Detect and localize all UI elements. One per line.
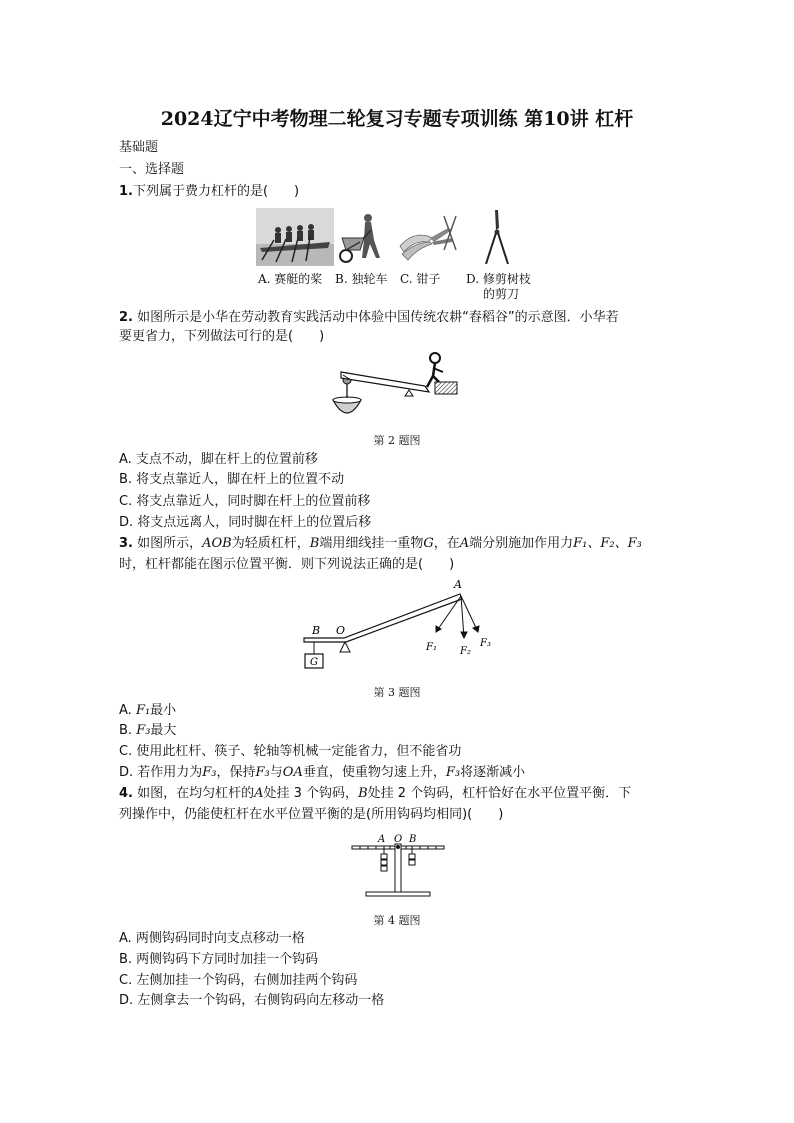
q2-option-a: A. 支点不动，脚在杆上的位置前移 bbox=[119, 452, 318, 467]
label-a: A bbox=[378, 834, 386, 845]
rowing-boat-image bbox=[256, 208, 334, 266]
page-title: 2024辽宁中考物理二轮复习专题专项训练 第10讲 杠杆 bbox=[160, 108, 634, 130]
label-g: G bbox=[310, 657, 318, 668]
q4-option-d: D. 左侧拿去一个钩码，右侧钩码向左移动一格 bbox=[119, 993, 385, 1008]
question-4-figure bbox=[348, 830, 448, 902]
label-f2: F₂ bbox=[460, 646, 471, 657]
question-2-caption: 第 2 题图 bbox=[373, 434, 421, 447]
pliers-image bbox=[398, 210, 464, 264]
q1-option-c: C. 钳子 bbox=[400, 272, 441, 286]
label-a: A bbox=[454, 578, 462, 591]
q3-option-d: D. 若作用力为F₃，保持F₃与OA垂直，使重物匀速上升，F₃将逐渐减小 bbox=[119, 765, 526, 780]
subsection-label: 一、选择题 bbox=[119, 162, 185, 177]
question-3-stem-line2: 时，杠杆都能在图示位置平衡．则下列说法正确的是( ) bbox=[119, 557, 455, 572]
question-3-figure bbox=[296, 576, 506, 676]
label-f3: F₃ bbox=[480, 638, 491, 649]
question-3-stem-line1: 3. 如图所示，AOB为轻质杠杆，B端用细线挂一重物G，在A端分别施加作用力F₁、F₂、F₃ bbox=[119, 536, 642, 551]
wheelbarrow-image bbox=[338, 210, 388, 266]
label-b: B bbox=[409, 834, 417, 845]
question-2-figure bbox=[325, 350, 465, 424]
label-b: B bbox=[312, 624, 321, 637]
question-number: 3. bbox=[119, 536, 133, 551]
q2-option-d: D. 将支点远离人，同时脚在杆上的位置后移 bbox=[119, 515, 372, 530]
q2-option-c: C. 将支点靠近人，同时脚在杆上的位置前移 bbox=[119, 494, 371, 509]
label-o: O bbox=[394, 834, 403, 845]
question-2-stem-line1: 2. 如图所示是小华在劳动教育实践活动中体验中国传统农耕“舂稻谷”的示意图．小华若 bbox=[119, 310, 619, 325]
q3-option-a: A. F₁最小 bbox=[119, 703, 177, 718]
question-4-stem-line2: 列操作中，仍能使杠杆在水平位置平衡的是(所用钩码均相同)( ) bbox=[119, 807, 504, 822]
label-f1: F₁ bbox=[426, 642, 437, 653]
section-label: 基础题 bbox=[119, 140, 159, 155]
question-4-caption: 第 4 题图 bbox=[373, 914, 421, 927]
q4-option-a: A. 两侧钩码同时向支点移动一格 bbox=[119, 931, 305, 946]
q1-option-b: B. 独轮车 bbox=[335, 272, 388, 286]
q2-option-b: B. 将支点靠近人，脚在杆上的位置不动 bbox=[119, 472, 345, 487]
question-1-stem: 1.下列属于费力杠杆的是( ) bbox=[119, 184, 300, 199]
question-2-stem-line2: 要更省力，下列做法可行的是( ) bbox=[119, 329, 325, 344]
question-4-stem-line1: 4. 如图，在均匀杠杆的A处挂 3 个钩码，B处挂 2 个钩码，杠杆恰好在水平位置平衡．下 bbox=[119, 786, 632, 801]
q1-option-d: D. 修剪树枝 bbox=[466, 272, 531, 286]
q4-option-c: C. 左侧加挂一个钩码，右侧加挂两个钩码 bbox=[119, 973, 358, 988]
question-3-caption: 第 3 题图 bbox=[373, 686, 421, 699]
pruning-shears-image bbox=[478, 208, 518, 266]
question-1-figures bbox=[256, 208, 536, 268]
q1-option-d-cont: 的剪刀 bbox=[483, 287, 520, 301]
q3-option-b: B. F₃最大 bbox=[119, 723, 177, 738]
question-number: 2. bbox=[119, 310, 133, 325]
question-number: 1. bbox=[119, 184, 133, 199]
q4-option-b: B. 两侧钩码下方同时加挂一个钩码 bbox=[119, 952, 319, 967]
q1-option-a: A. 赛艇的桨 bbox=[258, 272, 323, 286]
label-o: O bbox=[336, 624, 346, 637]
question-number: 4. bbox=[119, 786, 133, 801]
q3-option-c: C. 使用此杠杆、筷子、轮轴等机械一定能省力，但不能省功 bbox=[119, 744, 462, 759]
